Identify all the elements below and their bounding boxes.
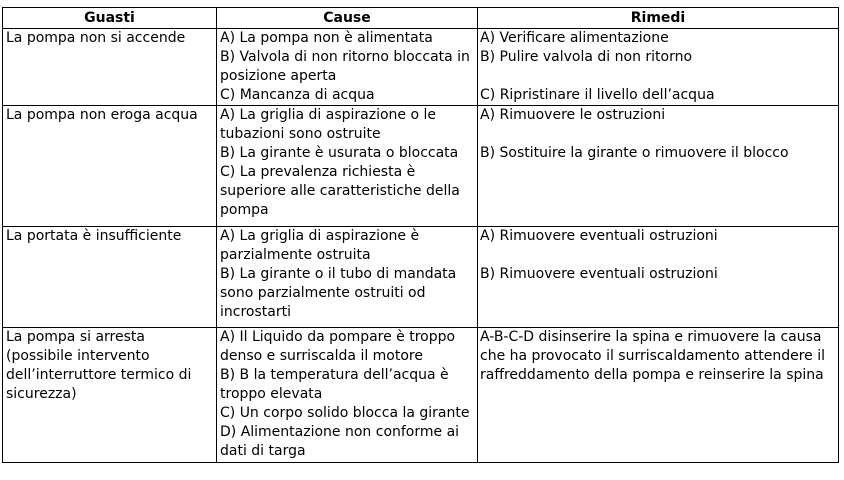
cell-text-line: raffreddamento della pompa e reinserire la spina xyxy=(480,367,824,383)
remedy-cell xyxy=(478,328,839,463)
cell-text-line: che ha provocato il surriscaldamento attendere il xyxy=(480,348,826,364)
remedy-cell xyxy=(478,106,839,227)
cell-text-line: tubazioni sono ostruite xyxy=(220,126,381,142)
troubleshooting-table-container xyxy=(2,7,838,463)
cause-cell xyxy=(217,328,478,463)
cell-text-line: B) B la temperatura dell’acqua è xyxy=(220,367,449,383)
cell-text-line: pompa xyxy=(220,202,269,218)
troubleshooting-table xyxy=(2,7,839,463)
cell-text-line: superiore alle caratteristiche della xyxy=(220,183,460,199)
cell-text-line: A) La griglia di aspirazione è xyxy=(220,228,420,244)
header-guasti: Guasti xyxy=(3,8,217,29)
cell-text-line: parzialmente ostruita xyxy=(220,247,371,263)
fault-cell xyxy=(3,106,217,227)
cell-text-line: B) Sostituire la girante o rimuovere il blocco xyxy=(480,145,789,161)
cell-text-line: A) Rimuovere le ostruzioni xyxy=(480,107,666,123)
cell-text-line: C) Un corpo solido blocca la girante xyxy=(220,405,470,421)
cell-text-line: denso e surriscalda il motore xyxy=(220,348,423,364)
cell-text-line: B) Rimuovere eventuali ostruzioni xyxy=(480,266,718,282)
cell-text-line: B) La girante o il tubo di mandata xyxy=(220,266,457,282)
cell-text-line: (possibile intervento xyxy=(6,348,150,364)
cell-text-line: C) Ripristinare il livello dell’acqua xyxy=(480,87,715,103)
table-row xyxy=(3,227,839,328)
header-row xyxy=(3,8,839,29)
cell-text-line: sicurezza) xyxy=(6,386,77,402)
cell-text-line: A) Verificare alimentazione xyxy=(480,30,669,46)
cause-cell xyxy=(217,227,478,328)
cell-text-line: dell’interruttore termico di xyxy=(6,367,192,383)
cell-text-line: dati di targa xyxy=(220,443,306,459)
remedy-cell xyxy=(478,227,839,328)
cell-text-line xyxy=(480,125,838,144)
header-rimedi: Rimedi xyxy=(478,8,839,29)
cell-text-line: C) Mancanza di acqua xyxy=(220,87,375,103)
cell-text-line: B) Valvola di non ritorno bloccata in xyxy=(220,49,470,65)
cell-text-line: La portata è insufficiente xyxy=(6,228,182,244)
cause-cell xyxy=(217,106,478,227)
cell-text-line: A) Il Liquido da pompare è troppo xyxy=(220,329,456,345)
cell-text-line xyxy=(480,246,838,265)
cause-cell xyxy=(217,29,478,106)
table-row xyxy=(3,328,839,463)
cell-text-line: La pompa si arresta xyxy=(6,329,145,345)
cell-text-line: D) Alimentazione non conforme ai xyxy=(220,424,460,440)
cell-text-line: B) La girante è usurata o bloccata xyxy=(220,145,459,161)
cell-text-line xyxy=(480,67,838,86)
table-row xyxy=(3,29,839,106)
cell-text-line: A) La griglia di aspirazione o le xyxy=(220,107,437,123)
header-cause: Cause xyxy=(217,8,478,29)
fault-cell xyxy=(3,227,217,328)
fault-cell xyxy=(3,328,217,463)
cell-text-line: troppo elevata xyxy=(220,386,323,402)
cell-text-line: La pompa non eroga acqua xyxy=(6,107,198,123)
cell-text-line: C) La prevalenza richiesta è xyxy=(220,164,416,180)
fault-cell xyxy=(3,29,217,106)
remedy-cell xyxy=(478,29,839,106)
cell-text-line: incrostarti xyxy=(220,304,291,320)
table-row xyxy=(3,106,839,227)
cell-text-line: posizione aperta xyxy=(220,68,337,84)
cell-text-line: A) Rimuovere eventuali ostruzioni xyxy=(480,228,718,244)
cell-text-line: A-B-C-D disinserire la spina e rimuovere la causa xyxy=(480,329,822,345)
cell-text-line: La pompa non si accende xyxy=(6,30,186,46)
cell-text-line: sono parzialmente ostruiti od xyxy=(220,285,426,301)
cell-text-line: A) La pompa non è alimentata xyxy=(220,30,433,46)
cell-text-line: B) Pulire valvola di non ritorno xyxy=(480,49,693,65)
